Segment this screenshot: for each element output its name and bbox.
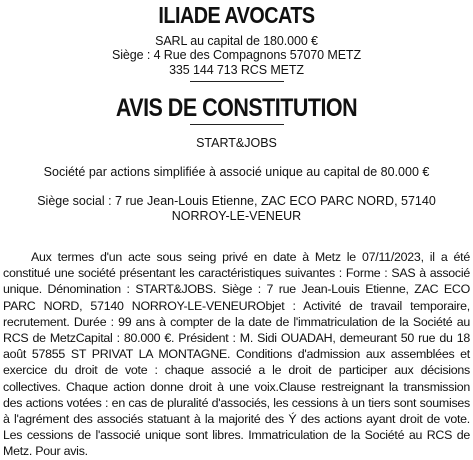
header-divider xyxy=(190,81,284,82)
notice-title: AVIS DE CONSTITUTION xyxy=(115,94,358,122)
firm-rcs: 335 144 713 RCS METZ xyxy=(169,63,304,77)
firm-seat: Siège : 4 Rue des Compagnons 57070 METZ xyxy=(111,48,362,62)
company-seat-line-1: Siège social : 7 rue Jean-Louis Etienne, ZAC ECO PARC NORD, 57140 xyxy=(37,194,436,208)
company-seat-line-2: NORROY-LE-VENEUR xyxy=(171,209,302,223)
company-type: Société par actions simplifiée à associé unique au capital de 80.000 € xyxy=(43,165,430,179)
notice-body: Aux termes d'un acte sous seing privé en date à Metz le 07/11/2023, il a été constitué une société présentant les caractéristiques suivantes : Forme : SAS à associé unique. Dénomination : START&JOBS. Siège : 7 rue Jean-Louis Etienne, ZAC ECO PARC NORD, 57140 NORROY-LE-VENEURObjet : Activité de travail temporaire, recrutement. Durée : 99 ans à compter de la date de l'immatriculation de la Société au RCS de MetzCapital : 80.000 €. Président : M. Sidi OUADAH, demeurant 50 rue du 18 août 57855 ST PRIVAT LA MONTAGNE. Conditions d'admission aux assemblées et exercice du droit de vote : chaque associé a le droit de participer aux décisions collectives. Chaque action donne droit à une voix.Clause restreignant la transmission des actions votées : en cas de pluralité d'associés, les cessions à un tiers sont soumises à l'agrément des associés statuant à la majorité des Ý des actions ayant droit de vote. Les cessions de l'associé unique sont libres. Immatriculation de la Société au RCS de Metz. Pour avis. xyxy=(3,250,470,459)
firm-name: ILIADE AVOCATS xyxy=(158,2,315,28)
firm-capital: SARL au capital de 180.000 € xyxy=(155,34,318,48)
company-name: START&JOBS xyxy=(196,136,277,150)
title-divider xyxy=(190,124,284,125)
